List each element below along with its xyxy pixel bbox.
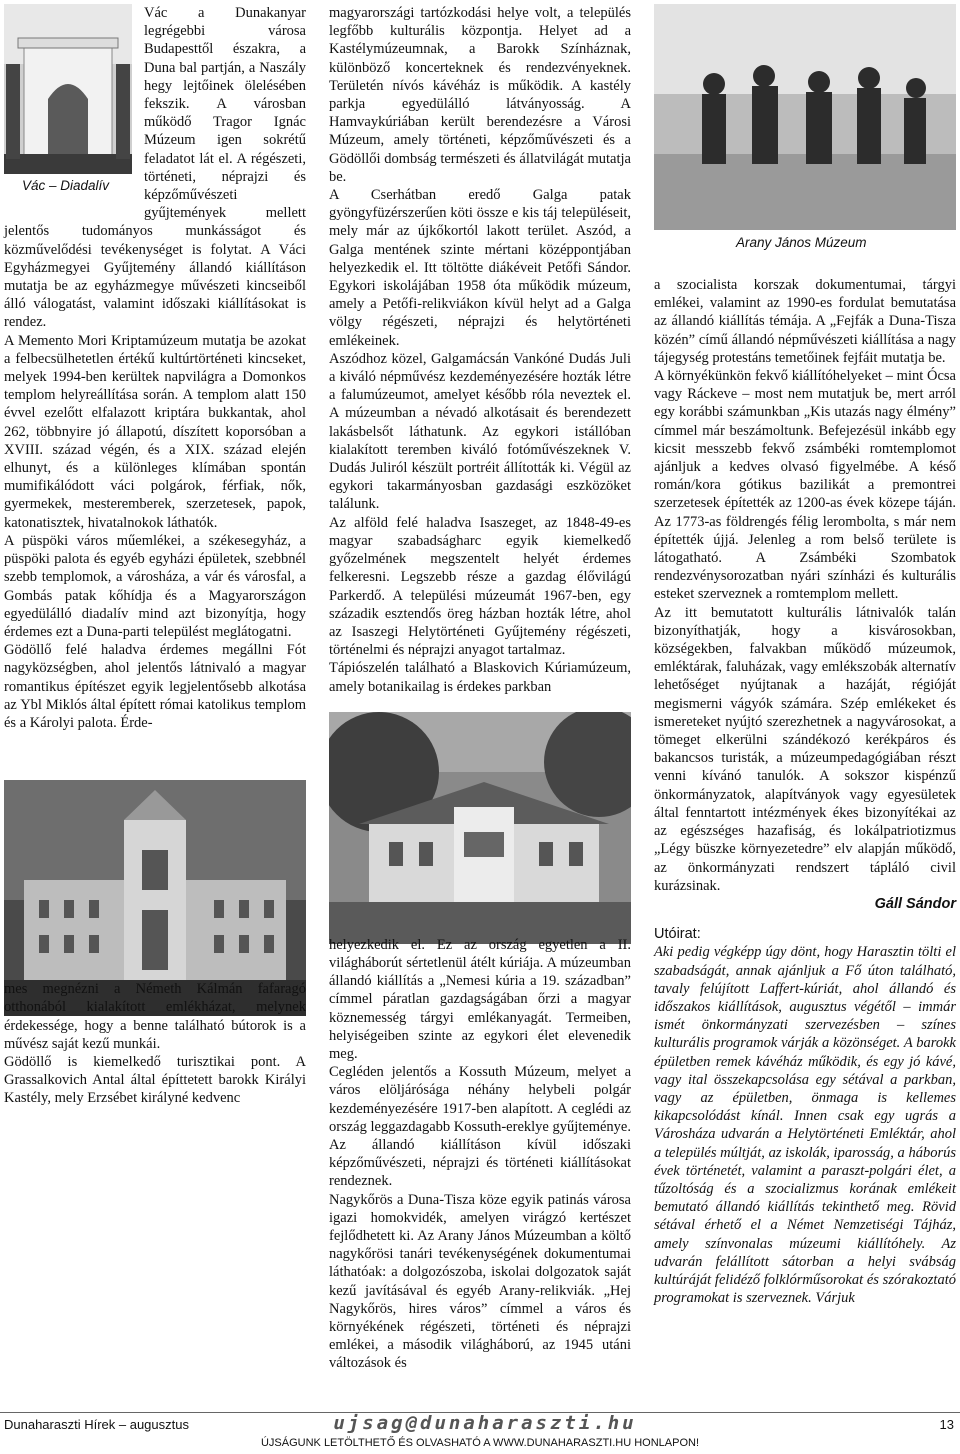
paragraph: mes megnézni a Németh Kálmán fafaragó otthonából kialakított emlékházat, melynek érdekessége, hogy a benne található bútorok is a művész saját kezű munkái.: [4, 981, 306, 1052]
page-number: 13: [939, 1417, 954, 1432]
paragraph: Gödöllő is kiemelkedő turisztikai pont. A Grassalkovich Antal által építtetett barokk Királyi Kastély, mely Erzsébet királyné kedvenc: [4, 1053, 306, 1107]
paragraph: Az alföld felé haladva Isaszeget, az 1848-49-es magyar szabadságharc egyik kiemelkedő győzelmének megszentelt helyét érdemes felkeresni. Legszebb része a gazdag élővilágú Parkerdő. A települési múzeumát 1967-ben, egy századik esztendős öreg házban hozták létre, ahol az Isaszegi Helytörténeti Gyűjtemény régészeti, történelmi és néprajzi anyagot tartalmaz.: [329, 514, 631, 659]
paragraph: Nagykőrös a Duna-Tisza köze egyik patinás városa igazi homokvidék, amelyen virágzó kertészet fejlődhetett ki. Az Arany János Múzeumban a költő nagykőrösi tanári tevékenységének dokumentumai láthatóak: a dolgozószoba, iskolai dolgozatok saját kezű javításával és egyéb Arany-relikviák. „Hej Nagykőrös, hires város” címmel a város és környékének régészeti, történeti és néprajzi emlékei, a második világháború, az 1945 utáni változások és: [329, 1191, 631, 1372]
paragraph: Gödöllő felé haladva érdemes megállni Fót nagyközségben, ahol jelentős látnivaló a magyar romantikus építészet egyik legjelentősebb alkotása az Ybl Miklós által épített római katolikus templom és a Károlyi palota. Érde-: [4, 642, 306, 731]
paragraph: A püspöki város műemlékei, a székesegyház, a püspöki palota és egyéb egyházi épületek, szebbnél szebb templomok, a városháza, a vár és városfal, a Gombás patak kőhídja és a Magyarországon egyedülálló diadalív mind azt bizonyítja, hogy érdemes ezt a Duna-parti települést meglátogatni.: [4, 532, 306, 640]
paragraph: Vác a Dunakanyar legrégebbi városa Budapesttől északra, a Duna bal partján, a Naszály hegy lejtőinek ölelésében fekszik. A városban működő Tragor Ignác Múzeum igen sokrétű feladatot lát el. A régészeti, történeti, néprajzi és képzőművészeti gyűjtemények mellett jelentős tudományos munkásságot és közművelődési tevékenységet is folytat. A Váci Egyházmegyei Gyűjtemény állandó kiállításon mutatja be az egyházmegye művészeti kincseiből álló válogatást, valamint időszaki kiállításokat is rendez.: [4, 5, 306, 331]
footer-publication: Dunaharaszti Hírek – augusztus: [4, 1417, 189, 1432]
footer-website-note: ÚJSÁGUNK LETÖLTHETŐ ÉS OLVASHATÓ A WWW.DUNAHARASZTI.HU HONLAPON!: [260, 1437, 700, 1449]
footer-email[interactable]: ujsag@dunaharaszti.hu: [333, 1412, 637, 1434]
paragraph: A Cserhátban eredő Galga patak gyöngyfüzérszerűen köti össze e kis táj településeit, mely már az újkőkortól lakott terület. Aszód, a Galga mentének szinte mértani középpontjában helyezkedik el. Itt töltötte diákéveit Petőfi Sándor. Egykori iskolájában 1958 óta működik múzeum, amely a Petőfi-relikviákon kívül helyt ad a Galga völgy régészeti, néprajzi és helytörténeti emlékeinek.: [329, 187, 631, 349]
paragraph: helyezkedik el. Ez az ország egyetlen a II. világháborút sértetlenül átélt kúriája. A múzeumban állandó kiállítás a „Nemesi kúria a 19. században” címmel páratlan gazdagságában őrzi a magyar köznemesség tárgyi emlékanyagát. Termeiben, helyiségeiben szinte az egykori élet elevenedik meg.: [329, 936, 631, 1062]
column-2: [329, 4, 631, 1373]
paragraph: a szocialista korszak dokumentumai, tárgyi emlékei, valamint az 1990-es fordulat bemutatása az állandó kiállítás témája. A „Fejfák a Duna-Tisza közén” című állandó népművészeti kiállítása a nagy tájegység protestáns temetőinek fejfáit mutatja be.: [654, 277, 956, 366]
paragraph: Cegléden jelentős a Kossuth Múzeum, melyet a város elöljárósága néhány helybeli polgár kezdeményezésére 1917-ben alapított. A ceglédi az ország leggazdagabb Kossuth-ereklye gyűjteménye. Az állandó kiállításon kívül időszaki képzőművészeti, néprajzi és történeti kiállításokat rendeznek.: [329, 1064, 631, 1190]
paragraph: Az itt bemutatott kulturális látnivalók talán bizonyíthatják, hogy a kisvárosokban, községekben, falvakban működő múzeumok, emléktárak, faluházak, vagy emlékszobák alternatív lehetőséget nyújtanak a hazáját, régióját megismerni vágyók számára. Szép emlékeket és ismereteket nyújtó szerezhetnek a nagyvárosokat, a tömeget elkerülni szándékozó kerékpáros és bakancsos turisták, a múzeumpedagógiában részt venni kívánó tanulók. A sokszor kispénzű önkormányzatok, alapítványok vagy egyesületek által fenntartott intézmények ékes bizonyítékai az az egészséges hazafiság, és lokálpatriotizmus „Légy büszke környezetedre” elv alapján működő, az önkormányzati rendszert tápláló civil kurázsinak.: [654, 604, 956, 894]
author-signature: Gáll Sándor: [874, 895, 956, 912]
paragraph: magyarországi tartózkodási helye volt, a település legfőbb kulturális központja. Helyet ad a Kastélymúzeumnak, a Barokk Színháznak, különböző koncerteknek és rendezvényeknek. Területén nívós kávéház is működik. A kastély parkja egyedülálló látványosság. A Hamvaykúriában került berendezésre a Városi Múzeum, amely történeti, képzőművészeti és a Gödöllői dombság természeti és állatvilágát mutatja be.: [329, 5, 631, 185]
column-1: [4, 4, 306, 1108]
paragraph: Aszódhoz közel, Galgamácsán Vankóné Dudás Juli a kiváló népművész kezdeményezésére hozták létre a falumúzeumot, amelyet később róla neveztek el. A múzeumban a névadó alkotásait és berendezett lakásbelsőt láthatunk. Az egykori istállóban kialakított teremben kiváló fotóművészeknek V. Dudás Juliról készült portréit állították ki. Végül az egykori takarmányosban gazdasági eszközöket találunk.: [329, 350, 631, 513]
postscript-text: Aki pedig végképp úgy dönt, hogy Harasztin tölti el szabadságát, annak ajánljuk a Fő úton található, tavaly felújított Laffert-kúriát, ahol állandó és időszakos kiállítások, augusztus végétől – immár ismét önkormányzati szervezésben – színes kulturális programok várják a közönséget. A barokk épületben remek kávéház működik, és egy jó kávé, vagy ital összekapcsolása egy sétával a parkban, vagy az épületben, önmaga is kellemes kikapcsolódást kínál. Innen csak egy ugrás a Városháza udvarán a Helytörténeti Emléktár, ahol a település múltját, az iskolák, iparosság, a háborús évek történetét, valamint a paraszt-polgári élet, a tűzoltóság és a szocializmus korának emlékeit bemutató állandó kiállítás tekinthető meg. Rövid sétával érhető el a Német Nemzetiségi Tájház, amely színvonalas múzeumi kiállítóhely. Az udvarán felállított sátorban a helyi svábság kultúráját felidéző folklórműsorokat és szórakoztató programokat is szerveznek. Várjuk: [654, 944, 956, 1307]
caption-diadaliv: Vác – Diadalív: [22, 178, 110, 193]
paragraph: A Memento Mori Kriptamúzeum mutatja be azokat a felbecsülhetetlen értékű kultúrtörténeti kincseket, melyek 1994-ben kerültek napvilágra a Domonkos templom helyreállítása során. A templom alatt 150 évvel ezelőtt elfalazott kriptára bukkantak, ahol 262, többnyire jó állapotú, díszített koporsóban a XVIII. század végén, és a XIX. század elején elhunyt, és a különleges klímában spontán mumifikálódott váci polgárok, férfiak, nők, gyermekek, mesteremberek, szerzetesek, papok, katonatisztek, hivatalnokok láthatók.: [4, 332, 306, 531]
paragraph: Tápiószelén található a Blaskovich Kúriamúzeum, amely botanikailag is érdekes parkban: [329, 660, 631, 695]
paragraph: A környékünkön fekvő kiállítóhelyeket – mint Ócsa vagy Ráckeve – most nem mutatjuk be, mert arról egy korábbi számunkban „Kis utazás nagy élmény” címmel már beszámoltunk. Befejezésül inkább egy kicsit messzebb fekvő zsámbéki romtemplomot ajánljuk a kedves olvasó figyelmébe. A késő román/kora gótikus bazilikát a premontrei szerzetesek építették az 1200-as évek közepe táján. Az 1773-as földrengés félig lerombolta, s már nem építették újjá. Jelenleg a rom belső területe is látogatható. A Zsámbéki Szombatok rendezvénysorozatban nyári színházi és kulturális esteket szerveznek a romtemplom mellett.: [654, 368, 956, 603]
caption-arany-janos: Arany János Múzeum: [736, 235, 867, 250]
postscript-label: Utóirat:: [654, 926, 701, 943]
column-3: [654, 4, 956, 1307]
